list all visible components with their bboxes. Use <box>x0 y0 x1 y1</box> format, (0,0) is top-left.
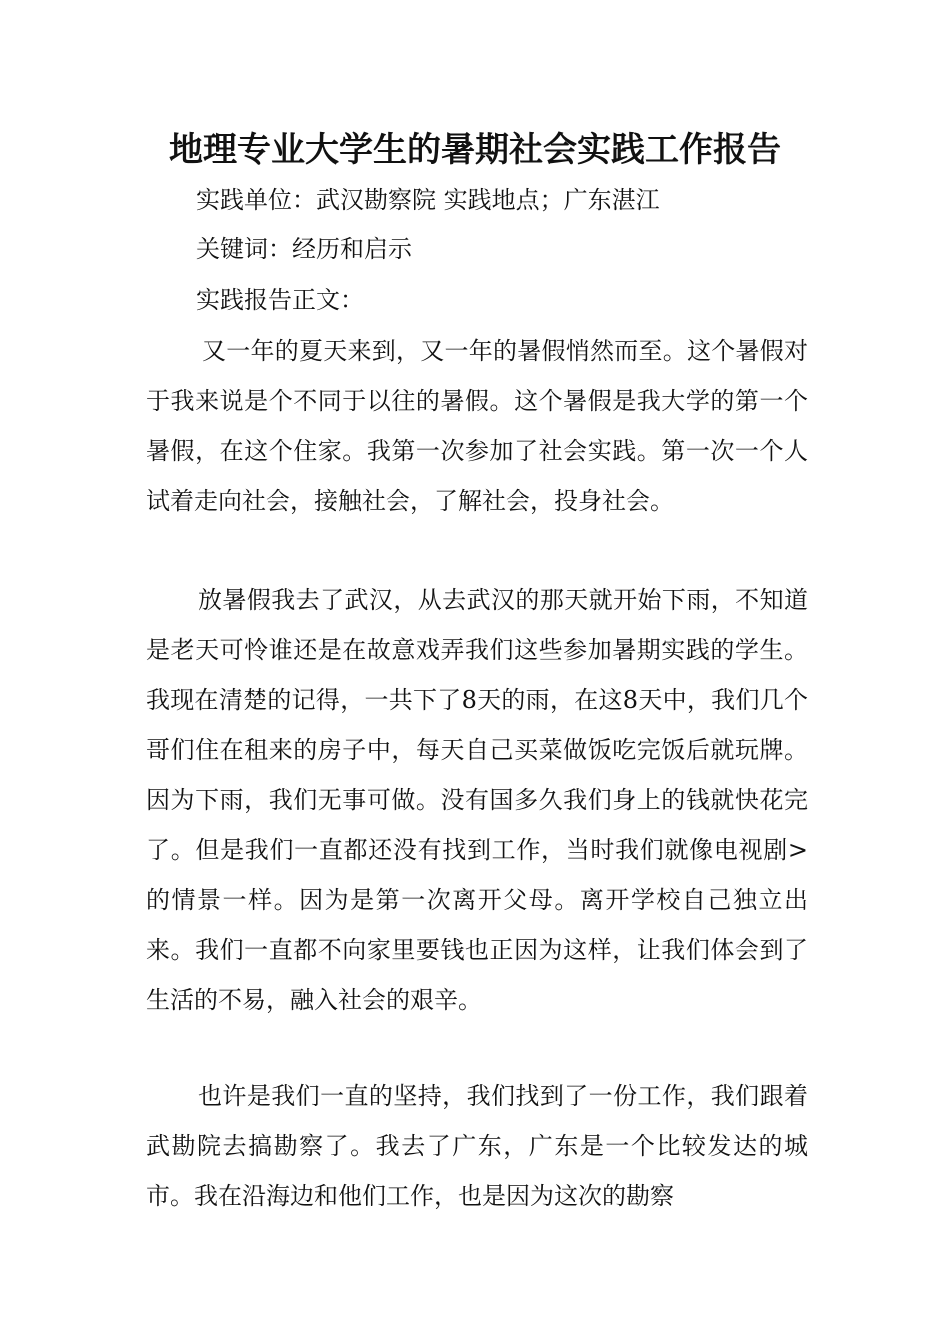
practice-unit-line: 实践单位：武汉勘察院 实践地点；广东湛江 <box>196 186 660 214</box>
report-body-label: 实践报告正文： <box>196 286 364 314</box>
body-paragraph-1: 又一年的夏天来到，又一年的暑假悄然而至。这个暑假对于我来说是个不同于以往的暑假。这个暑假是我大学的第一个暑假，在这个住家。我第一次参加了社会实践。第一次一个人试着走向社会，接触社会，了解社会，投身社会。 <box>146 337 808 515</box>
document-title: 地理专业大学生的暑期社会实践工作报告 <box>169 130 781 170</box>
body-paragraph-3: 也许是我们一直的坚持，我们找到了一份工作，我们跟着武勘院去搞勘察了。我去了广东，广东是一个比较发达的城市。我在沿海边和他们工作，也是因为这次的勘察 <box>146 1082 808 1210</box>
body-paragraph-2: 放暑假我去了武汉，从去武汉的那天就开始下雨，不知道是老天可怜谁还是在故意戏弄我们这些参加暑期实践的学生。我现在清楚的记得，一共下了8天的雨，在这8天中，我们几个哥们住在租来的房子中，每天自己买菜做饭吃完饭后就玩牌。因为下雨，我们无事可做。没有国多久我们身上的钱就快花完了。但是我们一直都还没有找到工作，当时我们就像电视剧>的情景一样。因为是第一次离开父母。离开学校自己独立出来。我们一直都不向家里要钱也正因为这样，让我们体会到了生活的不易，融入社会的艰辛。 <box>146 586 808 1014</box>
keywords-line: 关键词：经历和启示 <box>196 235 412 263</box>
